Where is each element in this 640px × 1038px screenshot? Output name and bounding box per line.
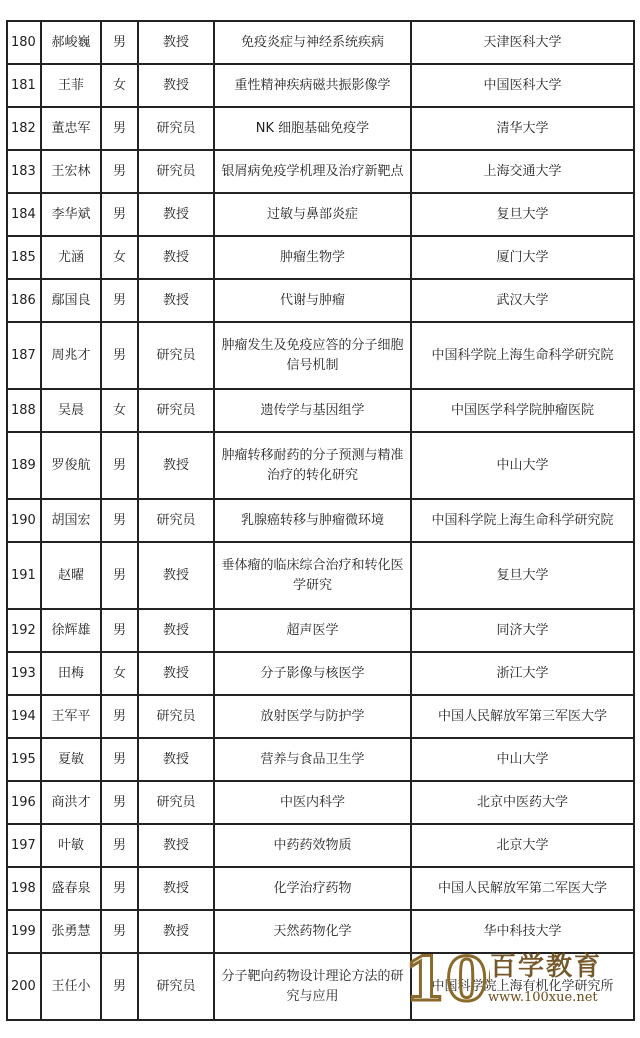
person-name-cell: 尤涵 [41, 236, 101, 279]
gender-cell: 女 [101, 652, 138, 695]
institution-cell: 华中科技大学 [411, 910, 634, 953]
table-row [7, 824, 634, 867]
row-number-cell: 183 [7, 150, 41, 193]
research-field-cell: 垂体瘤的临床综合治疗和转化医学研究 [214, 542, 411, 609]
person-name-cell: 周兆才 [41, 322, 101, 389]
person-name-cell: 李华斌 [41, 193, 101, 236]
row-number-cell: 194 [7, 695, 41, 738]
gender-cell: 男 [101, 910, 138, 953]
row-number-cell: 180 [7, 21, 41, 64]
institution-cell: 浙江大学 [411, 652, 634, 695]
institution-cell: 中国科学院上海生命科学研究院 [411, 322, 634, 389]
row-number-cell: 186 [7, 279, 41, 322]
institution-cell: 清华大学 [411, 107, 634, 150]
person-name-cell: 商洪才 [41, 781, 101, 824]
research-field-cell: 中医内科学 [214, 781, 411, 824]
job-title-cell: 教授 [138, 652, 214, 695]
gender-cell: 男 [101, 107, 138, 150]
research-field-cell: 代谢与肿瘤 [214, 279, 411, 322]
research-field-cell: 过敏与鼻部炎症 [214, 193, 411, 236]
institution-cell: 复旦大学 [411, 193, 634, 236]
gender-cell: 男 [101, 322, 138, 389]
row-number-cell: 187 [7, 322, 41, 389]
watermark-brand: 百学教育 [490, 952, 603, 982]
table-row [7, 193, 634, 236]
table-row [7, 21, 634, 64]
institution-cell: 中国科学院上海生命科学研究院 [411, 499, 634, 542]
table-row [7, 609, 634, 652]
table-row [7, 389, 634, 432]
table-row [7, 150, 634, 193]
research-field-cell: 营养与食品卫生学 [214, 738, 411, 781]
row-number-cell: 195 [7, 738, 41, 781]
table-row [7, 432, 634, 499]
table-row [7, 64, 634, 107]
job-title-cell: 教授 [138, 738, 214, 781]
person-name-cell: 王军平 [41, 695, 101, 738]
table-row [7, 107, 634, 150]
table-row [7, 236, 634, 279]
job-title-cell: 研究员 [138, 389, 214, 432]
job-title-cell: 教授 [138, 236, 214, 279]
person-name-cell: 罗俊航 [41, 432, 101, 499]
institution-cell: 厦门大学 [411, 236, 634, 279]
person-name-cell: 张勇慧 [41, 910, 101, 953]
row-number-cell: 185 [7, 236, 41, 279]
research-field-cell: 免疫炎症与神经系统疾病 [214, 21, 411, 64]
table-row [7, 781, 634, 824]
institution-cell: 中山大学 [411, 432, 634, 499]
gender-cell: 男 [101, 609, 138, 652]
table-body [7, 21, 634, 1020]
research-field-cell: 乳腺癌转移与肿瘤微环境 [214, 499, 411, 542]
job-title-cell: 教授 [138, 432, 214, 499]
table-row [7, 652, 634, 695]
institution-cell: 武汉大学 [411, 279, 634, 322]
institution-cell: 中山大学 [411, 738, 634, 781]
gender-cell: 女 [101, 64, 138, 107]
row-number-cell: 191 [7, 542, 41, 609]
research-field-cell: 天然药物化学 [214, 910, 411, 953]
job-title-cell: 研究员 [138, 781, 214, 824]
job-title-cell: 教授 [138, 867, 214, 910]
institution-cell: 中国人民解放军第二军医大学 [411, 867, 634, 910]
research-field-cell: 重性精神疾病磁共振影像学 [214, 64, 411, 107]
gender-cell: 男 [101, 432, 138, 499]
svg-text:100: 10 [404, 945, 488, 1015]
row-number-cell: 190 [7, 499, 41, 542]
research-field-cell: 超声医学 [214, 609, 411, 652]
research-field-cell: 放射医学与防护学 [214, 695, 411, 738]
job-title-cell: 研究员 [138, 107, 214, 150]
research-field-cell: 银屑病免疫学机理及治疗新靶点 [214, 150, 411, 193]
gender-cell: 男 [101, 781, 138, 824]
row-number-cell: 189 [7, 432, 41, 499]
research-field-cell: NK 细胞基础免疫学 [214, 107, 411, 150]
person-name-cell: 夏敏 [41, 738, 101, 781]
gender-cell: 女 [101, 389, 138, 432]
institution-cell: 中国医学科学院肿瘤医院 [411, 389, 634, 432]
person-name-cell: 董忠军 [41, 107, 101, 150]
gender-cell: 男 [101, 150, 138, 193]
logo-100-icon [400, 938, 490, 1028]
table-row [7, 867, 634, 910]
table-row [7, 499, 634, 542]
person-name-cell: 赵曜 [41, 542, 101, 609]
person-name-cell: 吴晨 [41, 389, 101, 432]
job-title-cell: 研究员 [138, 322, 214, 389]
institution-cell: 北京大学 [411, 824, 634, 867]
job-title-cell: 教授 [138, 542, 214, 609]
institution-cell: 复旦大学 [411, 542, 634, 609]
row-number-cell: 198 [7, 867, 41, 910]
awardee-table [6, 20, 635, 1021]
institution-cell: 中国科学院上海有机化学研究所 [411, 953, 634, 1020]
job-title-cell: 教授 [138, 824, 214, 867]
row-number-cell: 192 [7, 609, 41, 652]
gender-cell: 男 [101, 867, 138, 910]
table-row [7, 695, 634, 738]
research-field-cell: 中药药效物质 [214, 824, 411, 867]
person-name-cell: 王任小 [41, 953, 101, 1020]
gender-cell: 男 [101, 953, 138, 1020]
person-name-cell: 郝峻巍 [41, 21, 101, 64]
job-title-cell: 教授 [138, 609, 214, 652]
row-number-cell: 182 [7, 107, 41, 150]
watermark-url: www.100xue.net [488, 990, 598, 1005]
institution-cell: 上海交通大学 [411, 150, 634, 193]
table-row [7, 738, 634, 781]
institution-cell: 同济大学 [411, 609, 634, 652]
person-name-cell: 田梅 [41, 652, 101, 695]
gender-cell: 男 [101, 193, 138, 236]
institution-cell: 中国医科大学 [411, 64, 634, 107]
gender-cell: 男 [101, 695, 138, 738]
research-field-cell: 肿瘤转移耐药的分子预测与精准治疗的转化研究 [214, 432, 411, 499]
gender-cell: 男 [101, 542, 138, 609]
table-row [7, 279, 634, 322]
research-field-cell: 分子影像与核医学 [214, 652, 411, 695]
person-name-cell: 胡国宏 [41, 499, 101, 542]
job-title-cell: 教授 [138, 193, 214, 236]
table-row [7, 322, 634, 389]
job-title-cell: 研究员 [138, 499, 214, 542]
row-number-cell: 199 [7, 910, 41, 953]
gender-cell: 男 [101, 824, 138, 867]
job-title-cell: 教授 [138, 279, 214, 322]
job-title-cell: 教授 [138, 64, 214, 107]
watermark-logo [400, 938, 640, 1028]
research-field-cell: 肿瘤生物学 [214, 236, 411, 279]
row-number-cell: 197 [7, 824, 41, 867]
job-title-cell: 研究员 [138, 953, 214, 1020]
row-number-cell: 188 [7, 389, 41, 432]
gender-cell: 男 [101, 738, 138, 781]
gender-cell: 男 [101, 279, 138, 322]
job-title-cell: 研究员 [138, 150, 214, 193]
job-title-cell: 教授 [138, 21, 214, 64]
institution-cell: 北京中医药大学 [411, 781, 634, 824]
person-name-cell: 盛春泉 [41, 867, 101, 910]
person-name-cell: 鄢国良 [41, 279, 101, 322]
row-number-cell: 200 [7, 953, 41, 1020]
person-name-cell: 王菲 [41, 64, 101, 107]
research-field-cell: 肿瘤发生及免疫应答的分子细胞信号机制 [214, 322, 411, 389]
row-number-cell: 181 [7, 64, 41, 107]
row-number-cell: 196 [7, 781, 41, 824]
institution-cell: 天津医科大学 [411, 21, 634, 64]
job-title-cell: 教授 [138, 910, 214, 953]
research-field-cell: 遗传学与基因组学 [214, 389, 411, 432]
person-name-cell: 徐辉雄 [41, 609, 101, 652]
table-row [7, 542, 634, 609]
research-field-cell: 化学治疗药物 [214, 867, 411, 910]
row-number-cell: 184 [7, 193, 41, 236]
gender-cell: 男 [101, 21, 138, 64]
gender-cell: 女 [101, 236, 138, 279]
row-number-cell: 193 [7, 652, 41, 695]
institution-cell: 中国人民解放军第三军医大学 [411, 695, 634, 738]
job-title-cell: 研究员 [138, 695, 214, 738]
research-field-cell: 分子靶向药物设计理论方法的研究与应用 [214, 953, 411, 1020]
gender-cell: 男 [101, 499, 138, 542]
person-name-cell: 叶敏 [41, 824, 101, 867]
person-name-cell: 王宏林 [41, 150, 101, 193]
